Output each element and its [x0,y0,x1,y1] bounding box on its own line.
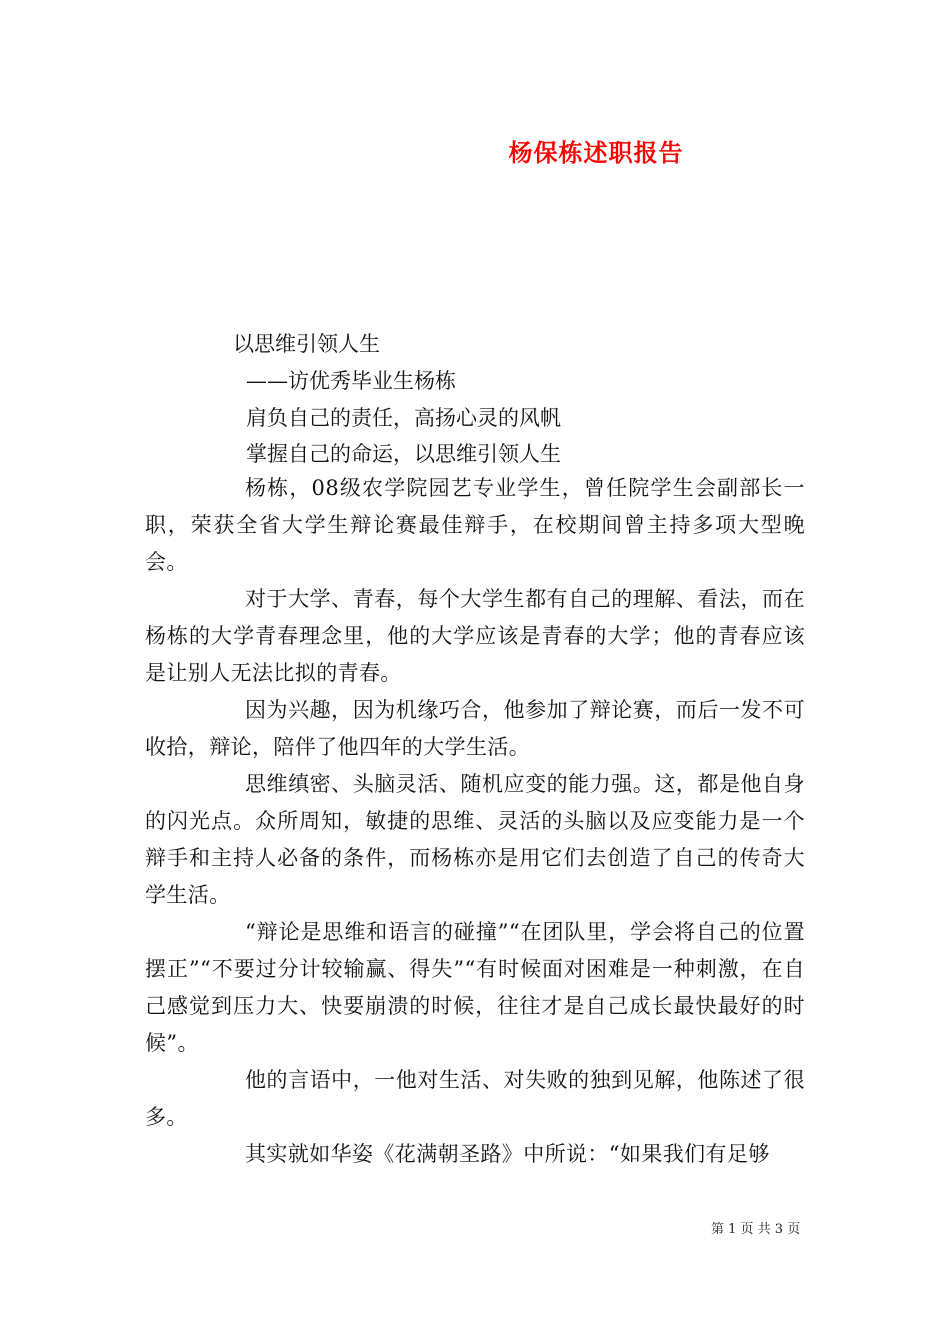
paragraph-strengths: 思维缜密、头脑灵活、随机应变的能力强。这，都是他自身的闪光点。众所周知，敏捷的思维、灵活的头脑以及应变能力是一个辩手和主持人必备的条件，而杨栋亦是用它们去创造了自己的传奇大学生活。 [145,772,805,907]
tagline-line-1: 肩负自己的责任，高扬心灵的风帆 [246,406,561,430]
paragraph-views: 他的言语中，一他对生活、对失败的独到见解，他陈述了很多。 [145,1068,805,1129]
paragraph-intro: 杨栋，08级农学院园艺专业学生，曾任院学生会副部长一职，荣获全省大学生辩论赛最佳辩手，在校期间曾主持多项大型晚会。 [145,476,805,574]
paragraph-debate: 因为兴趣，因为机缘巧合，他参加了辩论赛，而后一发不可收拾，辩论，陪伴了他四年的大学生活。 [145,698,805,759]
article-heading: 以思维引领人生 [233,332,380,356]
paragraph-quotes: “辩论是思维和语言的碰撞”“在团队里，学会将自己的位置摆正”“不要过分计较输赢、得失”“有时候面对困难是一种刺激，在自己感觉到压力大、快要崩溃的时候，往往才是自己成长最快最好的时候”。 [145,920,805,1055]
paragraph-youth: 对于大学、青春，每个大学生都有自己的理解、看法，而在杨栋的大学青春理念里，他的大学应该是青春的大学；他的青春应该是让别人无法比拟的青春。 [145,587,805,685]
paragraph-closing: 其实就如华姿《花满朝圣路》中所说：“如果我们有足够 [245,1142,770,1166]
page-number-footer: 第 1 页 共 3 页 [711,1222,801,1237]
article-subheading: ——访优秀毕业生杨栋 [246,369,456,393]
tagline-line-2: 掌握自己的命运，以思维引领人生 [246,442,561,466]
document-title: 杨保栋述职报告 [508,138,684,167]
